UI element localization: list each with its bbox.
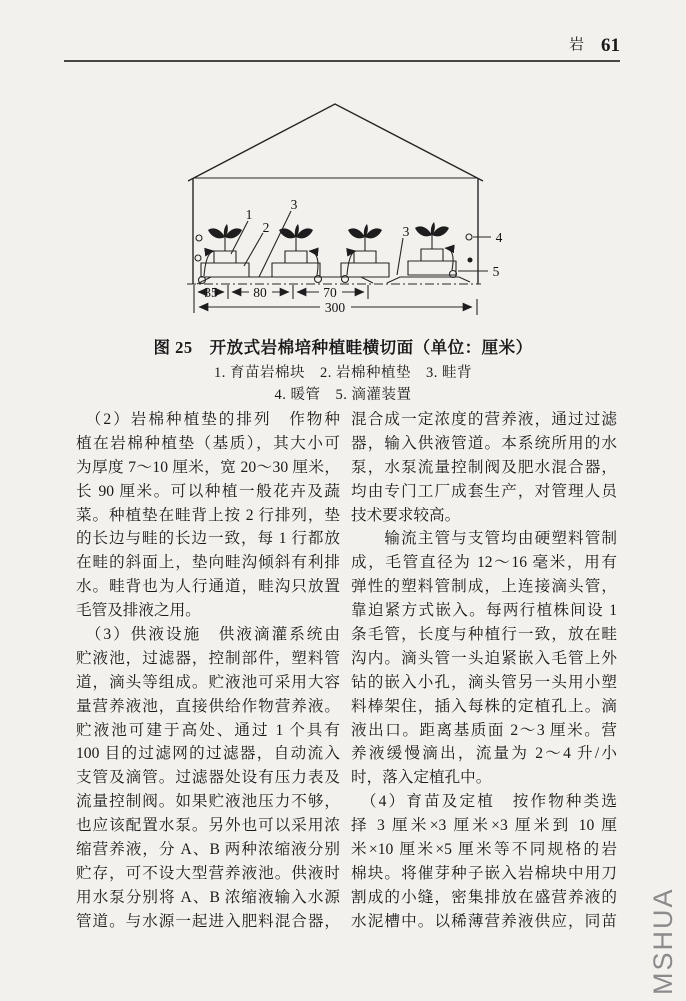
dim-70: 70 — [323, 285, 337, 300]
text-line: 为厚度 7～10 厘米，宽 20～30 厘米， — [76, 458, 340, 476]
text-line: 用水泵分别将 A、B 浓缩液输入水源 — [76, 888, 340, 906]
text-line: 量营养液池，直接供给作物营养液。 — [76, 697, 340, 715]
text-line: 米×10 厘米×5 厘米等不同规格的岩 — [351, 841, 617, 859]
text-line: 靠迫紧方式嵌入。每两行植株间设 1 — [351, 602, 617, 620]
text-line: 钻的嵌入小孔，滴头管另一头用小塑 — [351, 673, 617, 691]
text-line: （2）岩棉种植垫的排列 作物种 — [76, 411, 340, 428]
text-line: 支管及滴管。过滤器处设有压力表及 — [76, 769, 340, 787]
text-line: 贮存，可不设大型营养液池。供液时 — [76, 864, 340, 882]
callout-4: 4 — [495, 230, 503, 245]
text-line: 泵，水泵流量控制阀及肥水混合器， — [351, 458, 617, 476]
drip-irrigation — [199, 248, 457, 284]
figure-caption: 图 25 开放式岩棉培种植畦横切面（单位：厘米） — [153, 338, 533, 357]
text-line: 技术要求较高。 — [351, 506, 461, 524]
callout-5: 5 — [492, 264, 500, 279]
text-line: 割成的小缝，密集排放在盛营养液的 — [351, 888, 617, 906]
text-line: 料棒架住，插入每株的定植孔上。滴 — [351, 697, 617, 715]
text-line: 在畦的斜面上，垫向畦沟倾斜有利排 — [76, 554, 340, 572]
callout-3: 3 — [290, 197, 298, 212]
text-line: 流量控制阀。如果贮液池压力不够， — [76, 793, 340, 811]
text-line: 液出口。距离基质面 2～3 厘米。营 — [351, 721, 617, 739]
figure-legend-line2: 4. 暖管 5. 滴灌装置 — [274, 387, 412, 403]
text-line: 时，落入定植孔中。 — [351, 769, 492, 787]
watermark-text: MSHUA — [648, 887, 678, 995]
dim-300: 300 — [324, 300, 346, 315]
ground-and-beds — [187, 277, 481, 284]
text-line: 均由专门工厂成套生产，对管理人员 — [351, 482, 617, 500]
text-line: 弹性的塑料管制成，上连接滴头管， — [351, 578, 617, 596]
text-line: 养液缓慢滴出，流量为 2～4 升/小 — [351, 745, 617, 763]
text-line: 毛管及排液之用。 — [76, 602, 201, 620]
figure-legend-line1: 1. 育苗岩棉块 2. 岩棉种植垫 3. 畦背 — [214, 365, 472, 381]
text-line: 棉块。将催芽种子嵌入岩棉块中用刀 — [351, 864, 617, 882]
text-line: 择 3 厘米×3 厘米×3 厘米到 10 厘 — [351, 817, 617, 835]
callout-3b: 3 — [402, 224, 410, 239]
dim-35: 35 — [204, 285, 218, 300]
text-line: 水泥槽中。以稀薄营养液供应，同苗 — [351, 912, 617, 930]
dimension-lines — [194, 285, 477, 315]
text-line: 菜。种植垫在畦背上按 2 行排列，垫 — [76, 506, 340, 524]
body-right-column — [351, 408, 617, 934]
text-line: 条毛管，长度与种植行一致，放在畦 — [351, 626, 617, 644]
text-line: 缩营养液，分 A、B 两种浓缩液分别 — [76, 841, 340, 859]
plant-unit — [408, 222, 456, 275]
plant-unit — [272, 224, 320, 277]
callout-2: 2 — [262, 220, 270, 235]
text-line: 器，输入供液管道。本系统所用的水 — [351, 434, 617, 452]
plant-units — [201, 222, 456, 277]
callout-1: 1 — [245, 207, 253, 222]
text-line: （3）供液设施 供液滴灌系统由 — [76, 626, 340, 644]
text-line: 也应该配置水泵。另外也可以采用浓 — [76, 817, 340, 835]
text-line: 植在岩棉种植垫（基质），其大小可 — [76, 434, 340, 452]
text-line: 道，滴头等组成。贮液池可采用大容 — [76, 673, 340, 691]
text-line: 沟内。滴头管一头迫紧嵌入毛管上外 — [351, 649, 617, 667]
dim-80: 80 — [253, 285, 267, 300]
callout-labels — [246, 197, 503, 279]
text-line: 贮液池，过滤器，控制部件，塑料管 — [76, 649, 340, 667]
header-chapter-word: 岩 — [568, 37, 585, 53]
text-line: （4）育苗及定植 按作物种类选 — [351, 793, 617, 811]
text-line: 成，毛管直径为 12～16 毫米，用有 — [351, 554, 617, 572]
text-line: 长 90 厘米。可以种植一般花卉及蔬 — [76, 482, 340, 500]
text-line: 输流主管与支管均由硬塑料管制 — [351, 530, 617, 548]
greenhouse-outline — [188, 104, 483, 284]
text-line: 贮液池可建于高处、通过 1 个具有 — [76, 721, 340, 739]
text-line: 的长边与畦的长边一致，每 1 行都放 — [76, 530, 340, 548]
text-line: 管道。与水源一起进入肥料混合器， — [76, 912, 340, 930]
heating-pipes — [195, 234, 473, 263]
text-line: 100 目的过滤网的过滤器，自动流入 — [76, 745, 340, 763]
text-line: 混合成一定浓度的营养液，通过过滤 — [351, 411, 617, 428]
body-left-column — [76, 408, 340, 934]
figure-25-diagram — [0, 0, 686, 330]
text-line: 水。畦背也为人行通道，畦沟只放置 — [76, 578, 340, 596]
header-page-number: 61 — [601, 35, 620, 56]
